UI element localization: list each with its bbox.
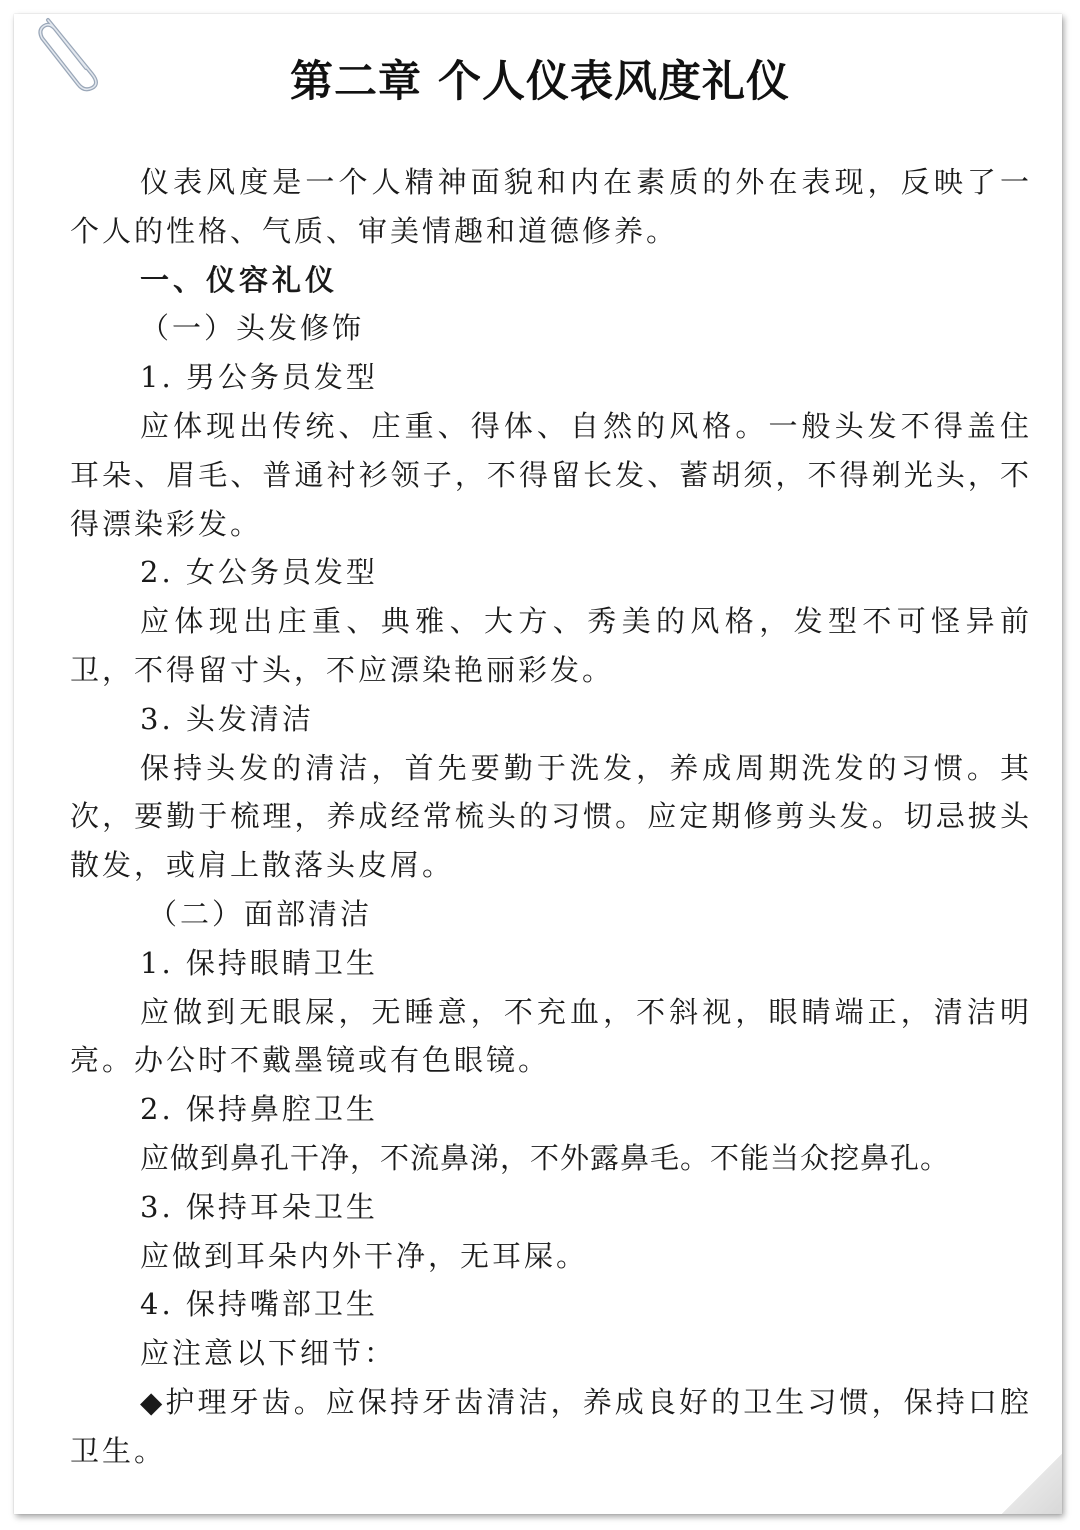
item-heading: 1. 保持眼睛卫生 <box>140 945 378 980</box>
item-paragraph: 应做到无眼屎，无睡意，不充血，不斜视，眼睛端正，清洁明亮。办公时不戴墨镜或有色眼镜。 <box>70 994 1032 1078</box>
item-paragraph: 应体现出庄重、典雅、大方、秀美的风格，发型不可怪异前卫，不得留寸头，不应漂染艳丽彩发。 <box>70 604 1032 687</box>
document-body <box>70 158 1032 1476</box>
item-heading: 2. 女公务员发型 <box>140 555 378 590</box>
chapter-title: 第二章 个人仪表风度礼仪 <box>290 57 790 107</box>
item-paragraph: 应做到耳朵内外干净，无耳屎。 <box>140 1238 589 1273</box>
item-paragraph: 应注意以下细节： <box>140 1336 397 1371</box>
item-paragraph: 应做到鼻孔干净，不流鼻涕，不外露鼻毛。不能当众挖鼻孔。 <box>140 1140 951 1175</box>
section-heading: 一、仪容礼仪 <box>140 262 339 297</box>
item-heading: 4. 保持嘴部卫生 <box>140 1287 378 1322</box>
item-paragraph: 保持头发的清洁，首先要勤于洗发，养成周期洗发的习惯。其次，要勤于梳理，养成经常梳头的习惯。应定期修剪头发。切忌披头散发，或肩上散落头皮屑。 <box>70 750 1032 883</box>
item-heading: 1. 男公务员发型 <box>140 360 378 395</box>
diamond-bullet-icon: ◆ <box>140 1384 166 1419</box>
item-heading: 3. 保持耳朵卫生 <box>140 1189 378 1224</box>
item-heading: 2. 保持鼻腔卫生 <box>140 1092 378 1127</box>
bullet-item <box>70 1378 1032 1476</box>
item-heading: 3. 头发清洁 <box>140 701 314 736</box>
intro-paragraph: 仪表风度是一个人精神面貌和内在素质的外在表现，反映了一个人的性格、气质、审美情趣和道德修养。 <box>70 165 1032 248</box>
item-paragraph: 应体现出传统、庄重、得体、自然的风格。一般头发不得盖住耳朵、眉毛、普通衬衫领子，不得留长发、蓄胡须，不得剃光头，不得漂染彩发。 <box>70 408 1032 541</box>
subsection-heading: （二）面部清洁 <box>148 896 373 931</box>
bullet-text: 护理牙齿。应保持牙齿清洁，养成良好的卫生习惯，保持口腔卫生。 <box>70 1384 1032 1468</box>
subsection-heading: （一）头发修饰 <box>140 311 365 346</box>
